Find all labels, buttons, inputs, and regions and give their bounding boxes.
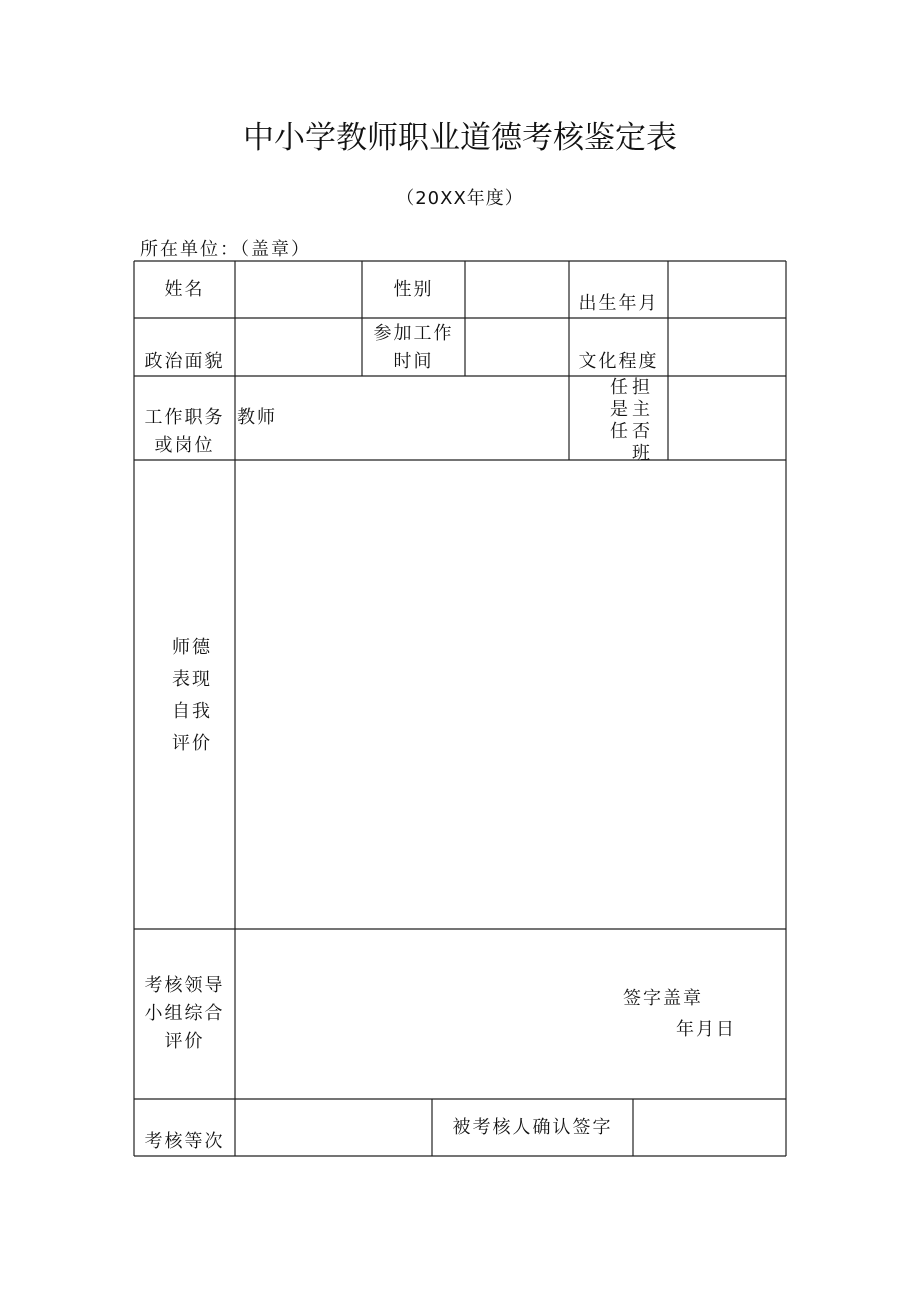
name-field[interactable] xyxy=(240,265,358,315)
political-field[interactable] xyxy=(240,322,358,372)
work-start-label-line2: 时间 xyxy=(393,351,434,372)
self-eval-textarea[interactable] xyxy=(240,464,782,924)
self-eval-label xyxy=(134,632,250,760)
head-teacher-char: 担 xyxy=(632,377,650,398)
head-teacher-char: 任 xyxy=(610,421,628,442)
grade-label: 考核等次 xyxy=(144,1131,225,1152)
gender-label: 性别 xyxy=(393,279,434,300)
work-start-field[interactable] xyxy=(468,322,566,372)
work-start-label-line1: 参加工作 xyxy=(373,323,454,344)
education-field[interactable] xyxy=(671,322,783,372)
head-teacher-char: 主 xyxy=(632,399,650,420)
gender-field[interactable] xyxy=(468,265,566,315)
leader-eval-label-line: 评价 xyxy=(164,1031,205,1052)
self-eval-label-line: 自我 xyxy=(172,701,212,722)
page-title: 中小学教师职业道德考核鉴定表 xyxy=(243,120,677,156)
position-label-line2: 或岗位 xyxy=(154,435,215,456)
name-label: 姓名 xyxy=(164,279,205,300)
date-label: 年月日 xyxy=(676,1019,736,1040)
sign-seal-label: 签字盖章 xyxy=(623,988,703,1009)
head-teacher-char: 班 xyxy=(632,443,650,464)
grade-field[interactable] xyxy=(240,1103,428,1153)
self-eval-label-line: 师德 xyxy=(172,637,212,658)
head-teacher-label-col2 xyxy=(631,377,651,465)
leader-eval-label-line: 小组综合 xyxy=(144,1003,225,1024)
confirm-signature-field[interactable] xyxy=(636,1103,783,1153)
leader-eval-label xyxy=(134,972,235,1056)
political-label: 政治面貌 xyxy=(144,351,225,372)
education-label: 文化程度 xyxy=(578,351,659,372)
leader-eval-textarea[interactable] xyxy=(240,934,610,1094)
leader-eval-label-line: 考核领导 xyxy=(144,975,225,996)
position-label-line1: 工作职务 xyxy=(144,407,225,428)
head-teacher-char: 是 xyxy=(610,399,628,420)
head-teacher-char: 否 xyxy=(632,421,650,442)
birth-field[interactable] xyxy=(671,265,783,315)
year-subtitle: （20XX年度） xyxy=(396,188,524,209)
self-eval-label-line: 评价 xyxy=(172,733,212,754)
birth-label: 出生年月 xyxy=(578,293,659,314)
unit-label: 所在单位：（盖章） xyxy=(140,239,311,260)
head-teacher-label-col1 xyxy=(609,377,629,443)
position-value[interactable]: 教师 xyxy=(237,407,277,428)
head-teacher-char: 任 xyxy=(610,377,628,398)
confirm-label: 被考核人确认签字 xyxy=(452,1117,613,1138)
head-teacher-field[interactable] xyxy=(671,380,783,456)
self-eval-label-line: 表现 xyxy=(172,669,212,690)
